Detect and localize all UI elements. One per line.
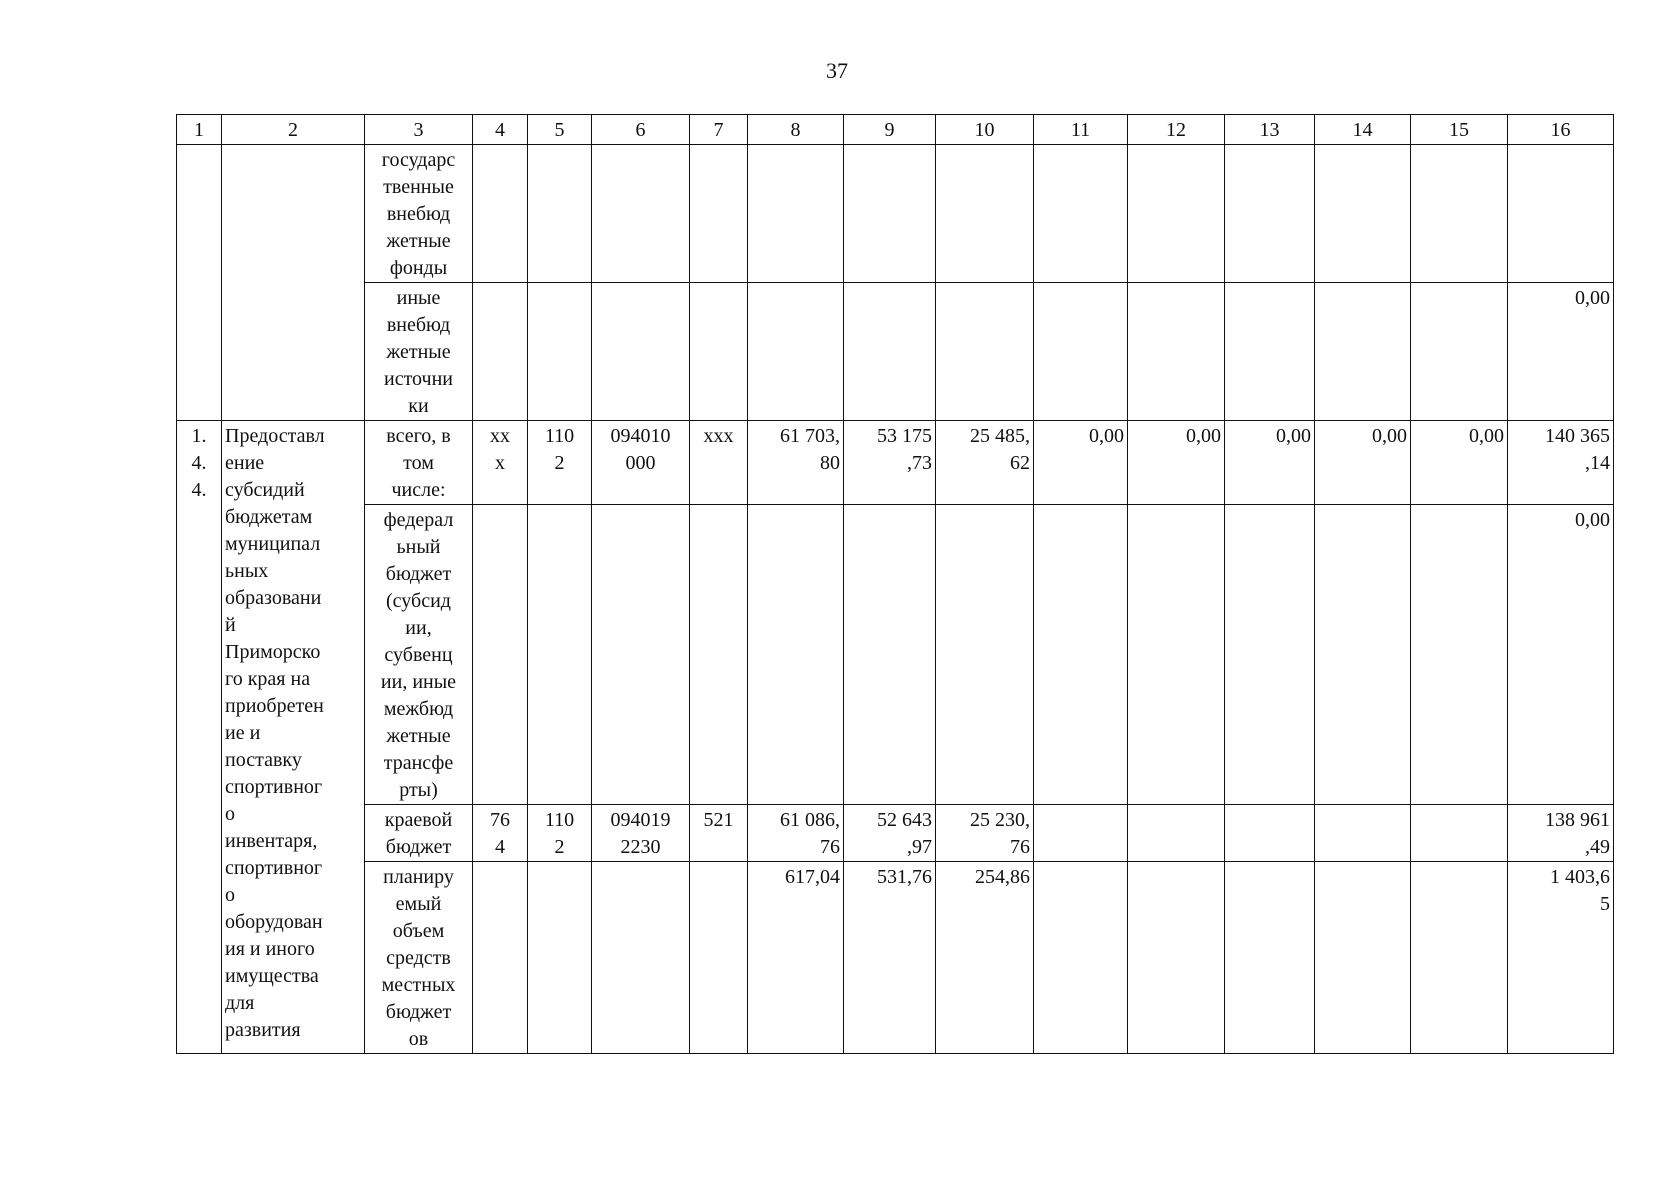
- cell: [592, 862, 690, 1054]
- cell: [1225, 283, 1315, 421]
- value-cell: 0,00: [1128, 421, 1225, 505]
- cell: [844, 505, 936, 805]
- cell: [592, 505, 690, 805]
- header-cell: 6: [592, 115, 690, 145]
- cell: [528, 505, 592, 805]
- header-cell: 11: [1034, 115, 1128, 145]
- cell: [1128, 805, 1225, 862]
- cell: [936, 505, 1034, 805]
- cell: [690, 505, 748, 805]
- value-cell: 25 485, 62: [936, 421, 1034, 505]
- table-row: [177, 505, 1614, 805]
- cell: [844, 283, 936, 421]
- value-cell: 0,00: [1034, 421, 1128, 505]
- header-row: [177, 115, 1614, 145]
- header-cell: 10: [936, 115, 1034, 145]
- header-cell: 15: [1411, 115, 1508, 145]
- cell: [1225, 505, 1315, 805]
- value-cell: 61 703, 80: [748, 421, 844, 505]
- csr-cell: 094010 000: [592, 421, 690, 505]
- cell: [528, 862, 592, 1054]
- cell: [1034, 145, 1128, 283]
- value-cell: 53 175 ,73: [844, 421, 936, 505]
- cell: [1411, 145, 1508, 283]
- cell: [1411, 805, 1508, 862]
- total-cell: 0,00: [1508, 283, 1614, 421]
- cell: [1128, 283, 1225, 421]
- cell: [748, 505, 844, 805]
- header-cell: 9: [844, 115, 936, 145]
- cell: [1225, 145, 1315, 283]
- total-cell: 138 961 ,49: [1508, 805, 1614, 862]
- page-number: 37: [826, 58, 848, 83]
- vr-cell: 521: [690, 805, 748, 862]
- cell: [748, 145, 844, 283]
- value-cell: 52 643 ,97: [844, 805, 936, 862]
- cell: [690, 283, 748, 421]
- value-cell: 531,76: [844, 862, 936, 1054]
- header-cell: 4: [473, 115, 528, 145]
- value-cell: 25 230, 76: [936, 805, 1034, 862]
- cell: [1315, 145, 1411, 283]
- total-cell: 140 365 ,14: [1508, 421, 1614, 505]
- row-number-cell: [177, 145, 222, 421]
- cell: [1508, 145, 1614, 283]
- cell: [473, 505, 528, 805]
- cell: [844, 145, 936, 283]
- header-cell: 2: [222, 115, 365, 145]
- header-cell: 13: [1225, 115, 1315, 145]
- funding-source-cell: иные внебюд жетные источни ки: [365, 283, 473, 421]
- table-row: [177, 421, 1614, 505]
- cell: [1034, 805, 1128, 862]
- cell: [1225, 805, 1315, 862]
- cell: [1128, 505, 1225, 805]
- value-cell: 254,86: [936, 862, 1034, 1054]
- value-cell: 61 086, 76: [748, 805, 844, 862]
- cell: [936, 283, 1034, 421]
- total-cell: 0,00: [1508, 505, 1614, 805]
- cell: [1034, 862, 1128, 1054]
- header-cell: 12: [1128, 115, 1225, 145]
- grbs-cell: хх х: [473, 421, 528, 505]
- table-row: [177, 805, 1614, 862]
- value-cell: 0,00: [1225, 421, 1315, 505]
- header-cell: 14: [1315, 115, 1411, 145]
- value-cell: 617,04: [748, 862, 844, 1054]
- funding-source-cell: планиру емый объем средств местных бюджет ов: [365, 862, 473, 1054]
- header-cell: 1: [177, 115, 222, 145]
- csr-cell: 094019 2230: [592, 805, 690, 862]
- grbs-cell: 76 4: [473, 805, 528, 862]
- cell: [748, 283, 844, 421]
- header-cell: 16: [1508, 115, 1614, 145]
- cell: [1411, 505, 1508, 805]
- cell: [473, 862, 528, 1054]
- funding-source-cell: федерал ьный бюджет (субсид ии, субвенц ии, иные межбюд жетные трансфе рты): [365, 505, 473, 805]
- cell: [473, 283, 528, 421]
- cell: [1315, 805, 1411, 862]
- header-cell: 3: [365, 115, 473, 145]
- table-row: [177, 145, 1614, 283]
- event-name-cell: Предоставл ение субсидий бюджетам муниципал ьных образовани й Приморско го края на приобретен ие и поставку спортивног о инвентаря, спортивног о оборудован ия и иного имущества для развития: [222, 421, 365, 1054]
- cell: [936, 145, 1034, 283]
- cell: [1411, 862, 1508, 1054]
- funding-source-cell: всего, в том числе:: [365, 421, 473, 505]
- funding-source-cell: краевой бюджет: [365, 805, 473, 862]
- budget-table: [176, 114, 1614, 1054]
- cell: [592, 283, 690, 421]
- cell: [690, 862, 748, 1054]
- value-cell: 0,00: [1411, 421, 1508, 505]
- cell: [1128, 862, 1225, 1054]
- cell: [1225, 862, 1315, 1054]
- cell: [592, 145, 690, 283]
- row-number-cell: 1. 4. 4.: [177, 421, 222, 1054]
- vr-cell: ххх: [690, 421, 748, 505]
- rzpr-cell: 110 2: [528, 805, 592, 862]
- rzpr-cell: 110 2: [528, 421, 592, 505]
- cell: [1128, 145, 1225, 283]
- table-row: [177, 283, 1614, 421]
- cell: [1315, 505, 1411, 805]
- header-cell: 5: [528, 115, 592, 145]
- cell: [1034, 505, 1128, 805]
- header-cell: 7: [690, 115, 748, 145]
- cell: [473, 145, 528, 283]
- cell: [1315, 283, 1411, 421]
- header-cell: 8: [748, 115, 844, 145]
- cell: [690, 145, 748, 283]
- cell: [1411, 283, 1508, 421]
- cell: [1034, 283, 1128, 421]
- cell: [1315, 862, 1411, 1054]
- funding-source-cell: государс твенные внебюд жетные фонды: [365, 145, 473, 283]
- table-row: [177, 862, 1614, 1054]
- cell: [528, 145, 592, 283]
- event-name-cell: [222, 145, 365, 421]
- value-cell: 0,00: [1315, 421, 1411, 505]
- cell: [528, 283, 592, 421]
- total-cell: 1 403,6 5: [1508, 862, 1614, 1054]
